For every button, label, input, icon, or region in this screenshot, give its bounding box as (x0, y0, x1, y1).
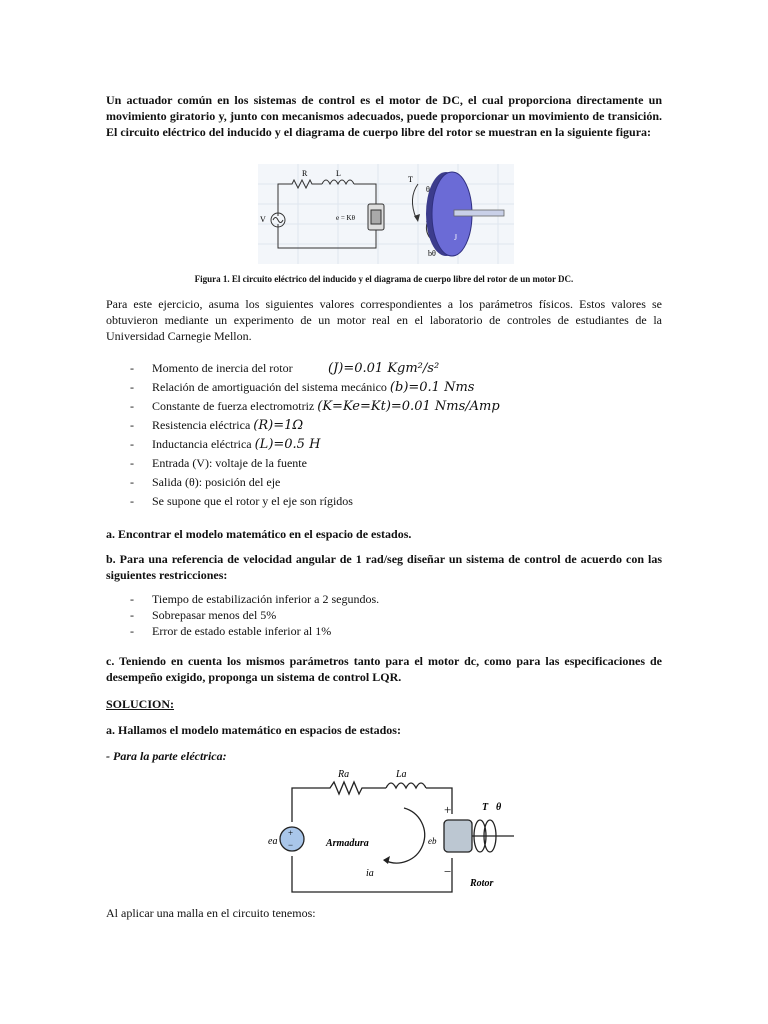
parameters-list (106, 359, 662, 511)
solution-heading: SOLUCION: (106, 697, 175, 711)
fig2-plus-source: + (288, 828, 294, 838)
fig2-label-eb: eb (428, 836, 437, 846)
list-item: - Momento de inercia del rotor (J)=0.01 Kgm²/s² (130, 361, 440, 376)
fig2-label-ia: ia (366, 868, 374, 879)
list-item: - Constante de fuerza electromotriz (K=Ke=Kt)=0.01 Nms/Amp (130, 399, 500, 414)
fig2-label-minus: − (444, 864, 452, 879)
question-b: b. Para una referencia de velocidad angular de 1 rad/seg diseñar un sistema de control de acuerdo con las siguientes restricciones: (106, 552, 662, 582)
electrical-part-label: - Para la parte eléctrica: (106, 749, 227, 763)
fig2-label-T: T (482, 802, 489, 813)
fig2-label-plus: + (444, 802, 452, 817)
solution-a-heading: a. Hallamos el modelo matemático en espacios de estados: (106, 723, 401, 737)
fig1-label-theta: θ (426, 185, 430, 194)
fig2-label-theta: θ (496, 802, 502, 813)
fig1-label-V: V (260, 215, 266, 224)
fig2-minus-source: − (288, 840, 294, 850)
fig1-label-R: R (302, 169, 308, 178)
list-item: - Se supone que el rotor y el eje son rígidos (130, 494, 353, 508)
list-item: - Entrada (V): voltaje de la fuente (130, 456, 307, 470)
fig1-label-T: T (408, 175, 413, 184)
fig2-label-Ra: Ra (338, 769, 350, 780)
list-item: - Resistencia eléctrica (R)=1Ω (130, 418, 304, 433)
fig1-label-J: J (454, 233, 458, 242)
question-c: c. Teniendo en cuenta los mismos parámetros tanto para el motor dc, como para las especificaciones de desempeño exigido, proponga un sistema de control LQR. (106, 654, 662, 684)
question-a: a. Encontrar el modelo matemático en el espacio de estados. (106, 527, 412, 541)
fig1-label-emf: e = Kθ (336, 214, 355, 222)
fig2-label-armadura: Armadura (326, 838, 369, 849)
list-item: - Sobrepasar menos del 5% (130, 608, 277, 622)
list-item: - Error de estado estable inferior al 1% (130, 624, 332, 638)
fig1-label-L: L (336, 169, 341, 178)
fig1-label-b: bθ (428, 249, 436, 258)
fig2-label-ea: ea (268, 836, 278, 847)
parameters-intro-paragraph: Para este ejercicio, asuma los siguientes valores correspondientes a los parámetros físicos. Estos valores se obtuvieron mediante un experimento de un motor real en el laboratorio de controles de estudiantes de la Universidad Carnegie Mellon. (106, 297, 662, 343)
figure-1-caption: Figura 1. El circuito eléctrico del inducido y el diagrama de cuerpo libre del rotor de un motor DC. (194, 274, 574, 284)
figure-1-diagram (258, 164, 514, 264)
intro-paragraph: Un actuador común en los sistemas de control es el motor de DC, el cual proporciona directamente un movimiento giratorio y, junto con mecanismos adecuados, puede proporcionar un movimiento de transición. El circuito eléctrico del inducido y el diagrama de cuerpo libre del rotor se muestran en la siguiente figura: (106, 93, 662, 139)
fig2-label-rotor: Rotor (470, 878, 494, 889)
list-item: - Inductancia eléctrica (L)=0.5 H (130, 437, 321, 452)
specifications-list (106, 591, 662, 639)
malla-paragraph: Al aplicar una malla en el circuito tenemos: (106, 906, 316, 920)
figure-2-armature-circuit (268, 764, 518, 894)
list-item: - Salida (θ): posición del eje (130, 475, 281, 489)
list-item: - Tiempo de estabilización inferior a 2 segundos. (130, 592, 380, 606)
list-item: - Relación de amortiguación del sistema mecánico (b)=0.1 Nms (130, 380, 475, 395)
fig2-label-La: La (396, 769, 407, 780)
